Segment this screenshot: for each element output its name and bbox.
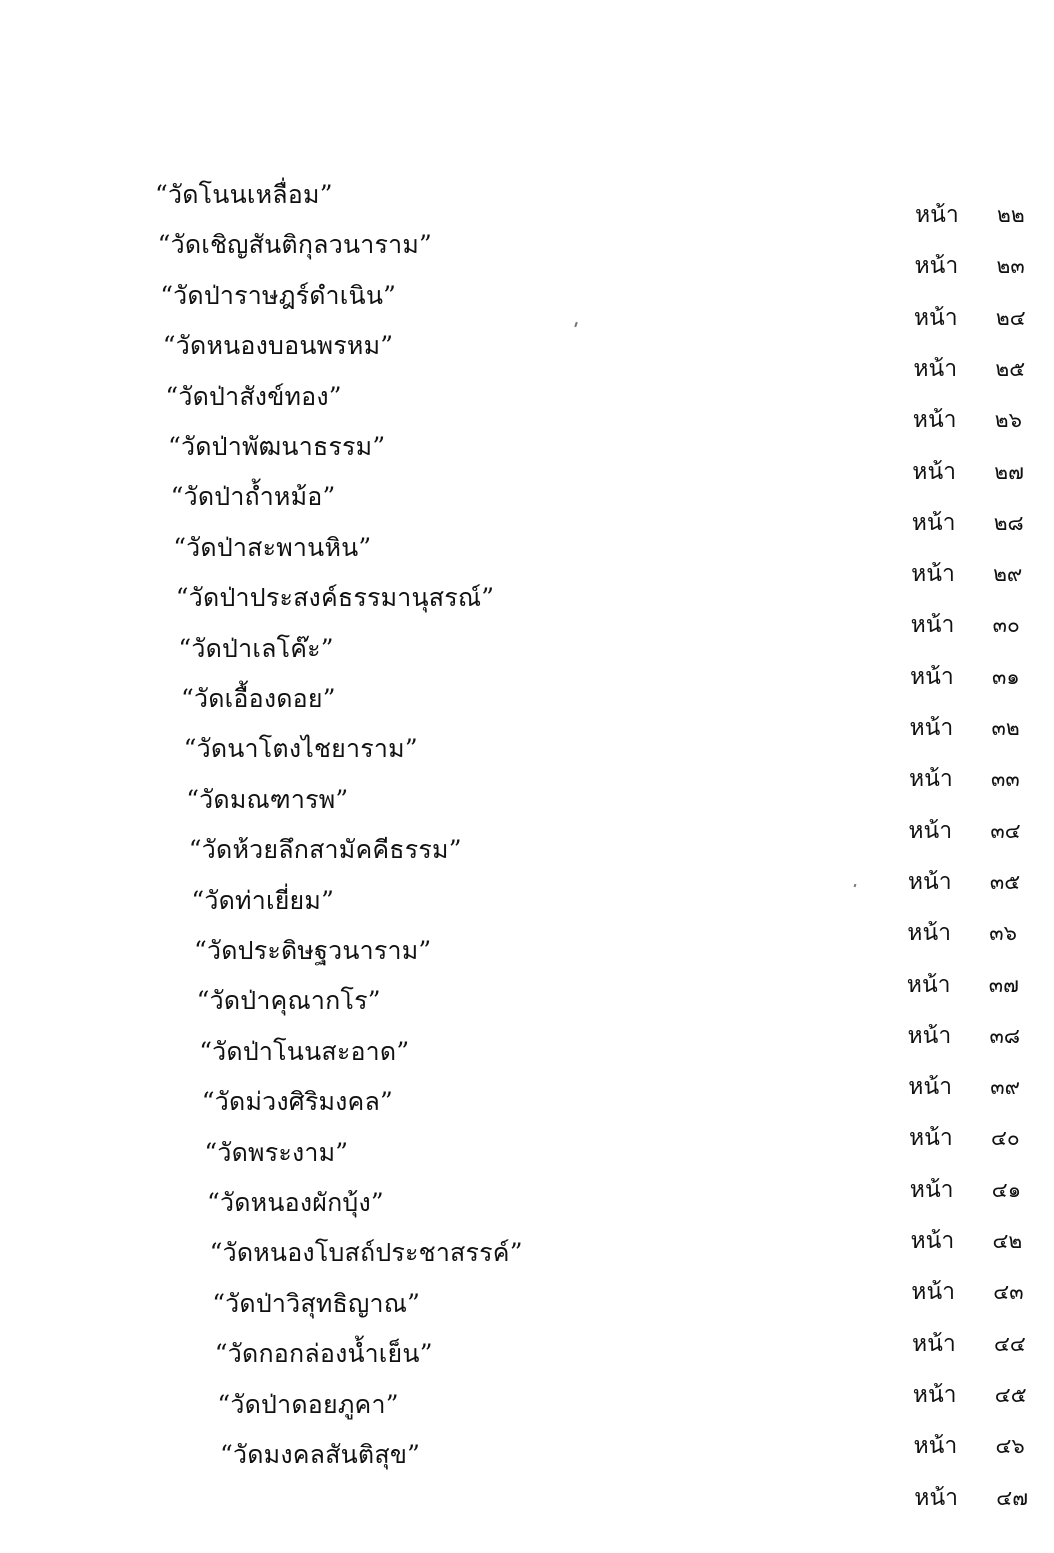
page-label: หน้า [912, 407, 957, 434]
page-number: ๔๒ [992, 1229, 1023, 1253]
page-label: หน้า [907, 920, 952, 947]
toc-entry-name: “วัดป่าถ้ำหม้อ” [170, 482, 336, 512]
toc-entry-name: “วัดมณฑารพ” [186, 784, 349, 814]
toc-entry-name: “วัดเอื้องดอย” [181, 684, 336, 713]
page-label: หน้า [910, 612, 955, 639]
page-label: หน้า [911, 561, 955, 588]
toc-entry-page [914, 1484, 1028, 1512]
page-label: หน้า [911, 1279, 956, 1306]
toc-entry-page [909, 1124, 1020, 1152]
scan-speck [574, 322, 578, 327]
page-number: ๓๐ [992, 613, 1020, 638]
toc-entry-name: “วัดท่าเยี่ยม” [191, 885, 335, 915]
toc-entry-name: “วัดป่าประสงค์ธรรมานุสรณ์” [175, 583, 495, 613]
toc-entry-name: “วัดป่าโนนสะอาด” [199, 1036, 410, 1066]
toc-entry-name: “วัดนาโตงไชยาราม” [183, 734, 418, 764]
page-number: ๒๒ [997, 203, 1025, 227]
toc-entry-page [913, 355, 1025, 383]
page-number: ๓๔ [990, 818, 1021, 843]
page-label: หน้า [907, 868, 952, 895]
toc-entry-page [908, 1022, 1021, 1050]
page-label: หน้า [913, 1433, 958, 1460]
page-label: หน้า [913, 304, 958, 331]
toc-entry-name: “วัดป่าวิสุทธิญาณ” [212, 1288, 421, 1318]
page-number: ๔๓ [993, 1280, 1024, 1305]
page-label: หน้า [912, 458, 957, 485]
page-number: ๓๒ [991, 716, 1020, 740]
toc-entry-page [912, 458, 1024, 486]
page-number: ๓๗ [988, 972, 1019, 997]
toc-entry-name: “วัดป่าสะพานหิน” [173, 532, 372, 562]
page-number: ๓๓ [991, 767, 1020, 792]
page-number: ๔๑ [991, 1177, 1022, 1202]
page-number: ๓๕ [989, 869, 1021, 894]
page-label: หน้า [908, 817, 953, 844]
toc-entry-page [910, 1176, 1021, 1204]
toc-entry-name: “วัดพระงาม” [204, 1137, 349, 1167]
page-label: หน้า [910, 1228, 955, 1254]
toc-entry-name: “วัดหนองบอนพรหม” [162, 331, 394, 361]
page-number: ๔๔ [994, 1331, 1026, 1356]
page-number: ๔๗ [996, 1485, 1028, 1510]
toc-entry-page [912, 1330, 1026, 1358]
page-label: หน้า [914, 253, 959, 280]
page-label: หน้า [909, 715, 954, 741]
toc-entry-page [914, 1432, 1025, 1460]
page-number: ๓๑ [992, 664, 1020, 689]
toc-entry-page [913, 406, 1022, 434]
toc-entry-name: “วัดป่าพัฒนาธรรม” [168, 432, 386, 461]
toc-entry-page [909, 765, 1020, 793]
page-label: หน้า [912, 1381, 957, 1408]
page-number: ๒๔ [995, 305, 1026, 330]
toc-entry-name: “วัดประดิษฐวนาราม” [194, 936, 432, 965]
page-number: ๓๘ [989, 1023, 1021, 1048]
toc-entry-page [910, 663, 1020, 691]
toc-entry-page [913, 1381, 1027, 1409]
page-label: หน้า [909, 1125, 953, 1152]
toc-entry-name: “วัดเชิญสันติกุลวนาราม” [157, 230, 432, 260]
page-label: หน้า [913, 355, 958, 382]
page-label: หน้า [912, 1330, 956, 1357]
toc-entry-page [908, 817, 1020, 845]
toc-entry-name: “วัดมงคลสันติสุข” [220, 1440, 421, 1469]
page-number: ๒๓ [996, 254, 1025, 279]
page-label: หน้า [910, 663, 954, 690]
toc-entry-page [911, 611, 1020, 639]
page-label: หน้า [907, 1022, 952, 1049]
page-label: หน้า [914, 1484, 959, 1511]
toc-entry-page [907, 919, 1017, 947]
toc-entry-page [912, 509, 1024, 537]
page-number: ๔๖ [995, 1434, 1025, 1459]
page-label: หน้า [909, 1176, 954, 1203]
page-number: ๔๐ [991, 1126, 1020, 1151]
toc-entry-name: “วัดม่วงศิริมงคล” [201, 1087, 393, 1117]
toc-entry-page [915, 252, 1025, 280]
page-number: ๒๘ [993, 510, 1024, 535]
toc-entry-name: “วัดห้วยลึกสามัคคีธรรม” [188, 835, 462, 865]
page-label: หน้า [908, 1074, 953, 1101]
page-number: ๒๙ [993, 562, 1023, 587]
toc-entry-page [914, 304, 1026, 332]
toc-entry-name: “วัดป่าคุณากโร” [196, 986, 381, 1016]
toc-entry-name: “วัดป่าราษฎร์ดำเนิน” [160, 280, 397, 310]
page-label: หน้า [915, 202, 959, 228]
page-number: ๔๕ [994, 1382, 1027, 1407]
toc-entry-page [911, 1278, 1023, 1306]
toc-entry-name: “วัดป่าเลโค๊ะ” [178, 633, 334, 663]
toc-entry-page [911, 1227, 1023, 1255]
page-number: ๒๗ [994, 459, 1024, 484]
toc-entry-page [908, 868, 1020, 896]
toc-entry-name: “วัดป่าสังข์ทอง” [165, 381, 342, 411]
page-number: ๒๕ [995, 356, 1026, 381]
toc-entry-name: “วัดโนนเหลื่อม” [155, 180, 333, 209]
page-label: หน้า [906, 971, 951, 998]
toc-entry-page [907, 971, 1019, 999]
scan-speck [854, 884, 857, 888]
toc-entry-name: “วัดหนองโบสถ์ประชาสรรค์” [209, 1238, 523, 1268]
toc-entry-name: “วัดหนองผักบุ้ง” [207, 1188, 384, 1217]
page-label: หน้า [909, 766, 953, 793]
toc-entry-page [910, 714, 1020, 742]
page-number: ๒๖ [994, 408, 1022, 433]
toc-entry-page [911, 560, 1022, 588]
toc-entry-page [915, 201, 1025, 229]
toc-entry-page [908, 1073, 1020, 1101]
page-label: หน้า [911, 509, 956, 536]
page-number: ๓๖ [989, 921, 1017, 946]
toc-entry-name: “วัดป่าดอยภูคา” [217, 1389, 399, 1419]
toc-entry-name: “วัดกอกล่องน้ำเย็น” [214, 1339, 433, 1369]
page-number: ๓๙ [990, 1075, 1021, 1100]
